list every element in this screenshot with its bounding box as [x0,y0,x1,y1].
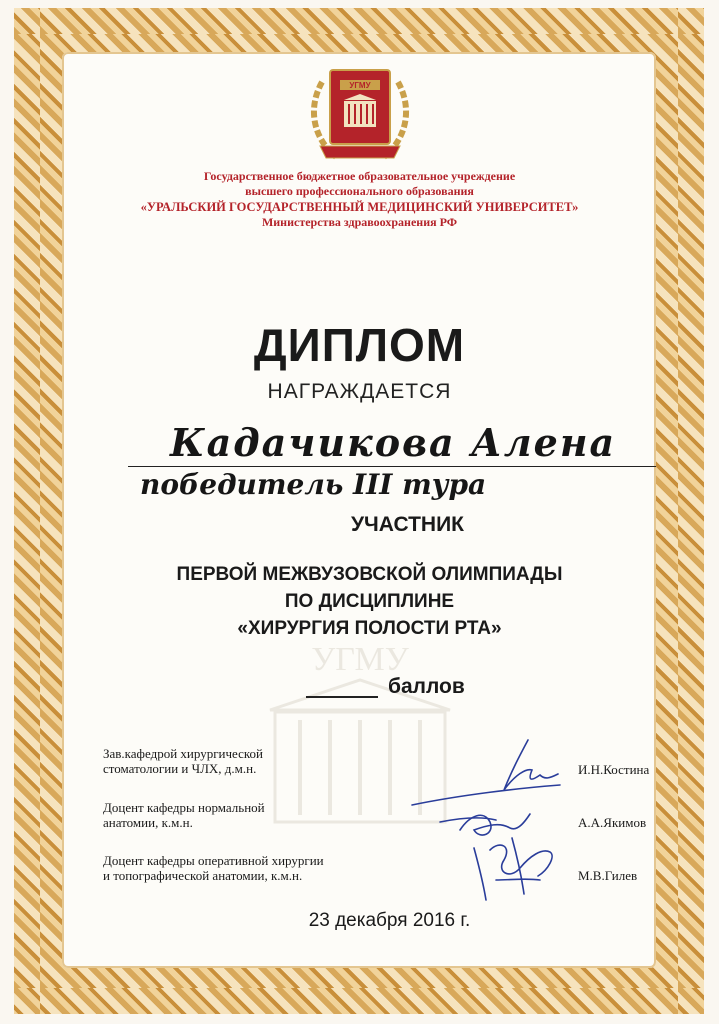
signatory-3-name: М.В.Гилев [578,868,638,883]
signatory-3-position-line-2: и топографической анатомии, к.м.н. [103,868,303,883]
signatory-2-position-line-2: анатомии, к.м.н. [103,815,193,830]
signatory-1-position-line-1: Зав.кафедрой хирургической [103,746,263,761]
issue-date: 23 декабря 2016 г. [308,910,471,931]
score-label: баллов [388,675,465,698]
signatory-1-name: И.Н.Костина [578,762,650,777]
university-logo [306,62,414,166]
awarded-label: НАГРАЖДАЕТСЯ [267,380,452,403]
handwritten-signatures [400,730,600,910]
signatory-2-name: А.А.Якимов [578,815,647,830]
handwritten-note: победитель III тура [140,468,487,501]
logo-emblem-text: УГМУ [349,81,371,90]
recipient-underline [128,466,656,467]
signatory-1-position-line-2: стоматологии и ЧЛХ, д.м.н. [103,761,257,776]
signatory-3-position [103,853,324,883]
role-label: УЧАСТНИК [350,513,464,536]
institution-line-2: высшего профессионального образования [245,184,474,198]
diploma-title: ДИПЛОМ [253,319,466,371]
signatory-2-position [103,800,265,830]
recipient-name: Кадачикова Алена [170,420,617,465]
institution-line-3: «УРАЛЬСКИЙ ГОСУДАРСТВЕННЫЙ МЕДИЦИНСКИЙ УНИВЕРСИТЕТ» [140,200,579,214]
score-blank-line [306,696,378,698]
signatory-3-position-line-1: Доцент кафедры оперативной хирургии [103,853,324,868]
event-line-2: ПО ДИСЦИПЛИНЕ [284,591,455,612]
svg-text:УГМУ: УГМУ [311,641,409,678]
institution-line-4: Министерства здравоохранения РФ [261,215,458,229]
institution-line-1: Государственное бюджетное образовательное учреждение [203,169,516,183]
event-line-3: «ХИРУРГИЯ ПОЛОСТИ РТА» [237,618,502,639]
signatory-2-position-line-1: Доцент кафедры нормальной [103,800,265,815]
signatory-1-position [103,746,263,776]
event-line-1: ПЕРВОЙ МЕЖВУЗОВСКОЙ ОЛИМПИАДЫ [176,564,563,585]
